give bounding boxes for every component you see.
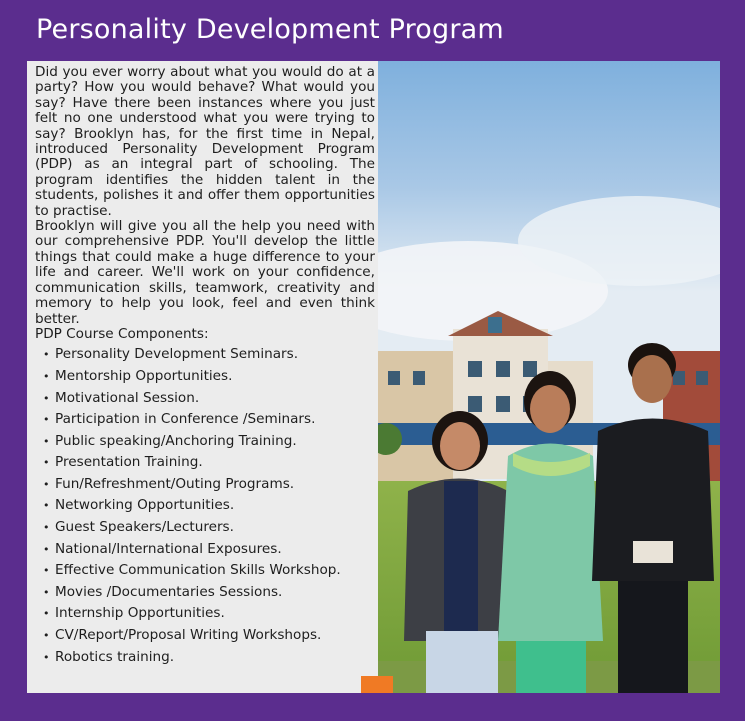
list-item: • Movies /Documentaries Sessions. (43, 582, 375, 604)
list-item: • Public speaking/Anchoring Training. (43, 431, 375, 453)
content-panel (27, 61, 720, 693)
intro-paragraph: Did you ever worry about what you would do at a party? How you would behave? What would you say? Have there been instances where you just felt no one understood what you were trying to say? Brooklyn has, for the first time in Nepal, introduced Personality Development Program (PDP) as an integral part of schooling. The program identifies the hidden talent in the students, polishes it and offer them opportunities to practise. (35, 64, 375, 219)
text-column (35, 65, 375, 668)
list-item: • Participation in Conference /Seminars. (43, 409, 375, 431)
benefits-paragraph: Brooklyn will give you all the help you need with our comprehensive PDP. You'll develop the little things that could make a huge difference to your life and career. We'll work on your confidence, communication skills, teamwork, creativity and memory to help you look, feel and even think better. (35, 218, 375, 327)
list-item: • Effective Communication Skills Workshop. (43, 560, 375, 582)
group-photo (378, 61, 720, 693)
list-item: • Networking Opportunities. (43, 495, 375, 517)
list-item: • Guest Speakers/Lecturers. (43, 517, 375, 539)
components-heading: PDP Course Components: (35, 325, 209, 342)
list-item: • Mentorship Opportunities. (43, 366, 375, 388)
list-item: • Presentation Training. (43, 452, 375, 474)
accent-square (361, 676, 393, 693)
page-title: Personality Development Program (36, 14, 504, 45)
list-item: • Internship Opportunities. (43, 603, 375, 625)
components-list (35, 344, 375, 668)
list-item: • Robotics training. (43, 647, 375, 669)
list-item: • CV/Report/Proposal Writing Workshops. (43, 625, 375, 647)
list-item: • Motivational Session. (43, 388, 375, 410)
list-item: • Personality Development Seminars. (43, 344, 375, 366)
list-item: • Fun/Refreshment/Outing Programs. (43, 474, 375, 496)
list-item: • National/International Exposures. (43, 539, 375, 561)
